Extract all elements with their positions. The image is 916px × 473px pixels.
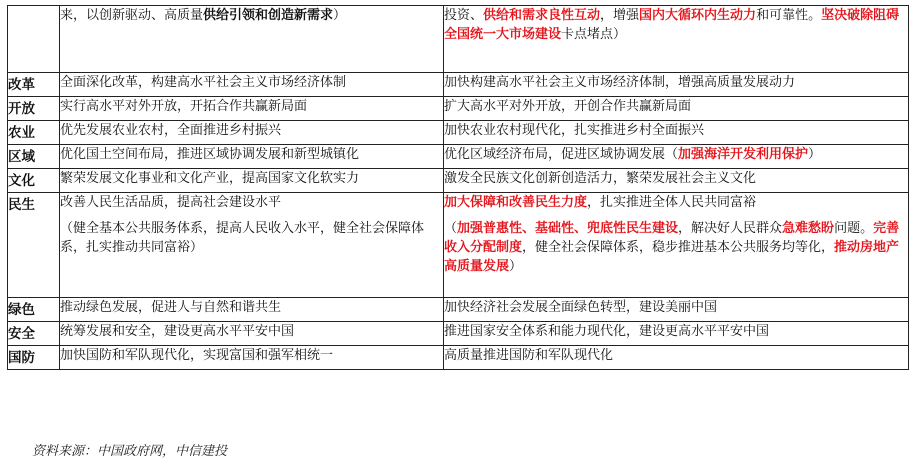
highlighted-text: 完善收入分配制度 (444, 221, 900, 255)
table-row (8, 145, 909, 169)
paragraph (444, 97, 908, 116)
category-cell: 绿色 (8, 298, 60, 322)
new-plan-cell (444, 298, 909, 322)
text-segment: 繁荣发展文化事业和文化产业，提高国家文化软实力 (60, 171, 360, 186)
paragraph (60, 97, 443, 116)
table-row (8, 322, 909, 346)
old-plan-cell (60, 97, 444, 121)
highlighted-text: 国内大循环内生动力 (639, 8, 757, 23)
highlighted-text: 坚决破除阻碍全国统一大市场建设 (444, 8, 900, 42)
text-segment: ，增强 (600, 8, 640, 23)
table-row (8, 298, 909, 322)
paragraph (60, 121, 443, 140)
highlighted-text: 加大保障和改善民生力度 (444, 195, 588, 210)
old-plan-cell (60, 322, 444, 346)
highlighted-text: 急难愁盼 (782, 221, 835, 236)
category-cell: 开放 (8, 97, 60, 121)
table-row (8, 346, 909, 370)
category-cell: 改革 (8, 73, 60, 97)
text-segment: 投资、 (444, 8, 484, 23)
paragraph (60, 73, 443, 92)
text-segment: （ (444, 221, 458, 236)
paragraph (444, 193, 908, 212)
text-segment: 加快经济社会发展全面绿色转型，建设美丽中国 (444, 300, 718, 315)
paragraph (60, 193, 443, 212)
text-segment: ） (509, 259, 523, 274)
text-segment: 加快国防和军队现代化，实现富国和强军相统一 (60, 348, 334, 363)
new-plan-cell (444, 169, 909, 193)
paragraph (444, 219, 908, 276)
table-row (8, 121, 909, 145)
paragraph (444, 346, 908, 365)
new-plan-cell (444, 145, 909, 169)
category-cell: 民生 (8, 193, 60, 298)
paragraph (60, 6, 443, 25)
text-segment: 加快构建高水平社会主义市场经济体制，增强高质量发展动力 (444, 75, 796, 90)
paragraph (60, 298, 443, 317)
table-row (8, 169, 909, 193)
paragraph (60, 322, 443, 341)
text-segment: 加快农业农村现代化，扎实推进乡村全面振兴 (444, 123, 705, 138)
category-cell: 区域 (8, 145, 60, 169)
old-plan-cell (60, 169, 444, 193)
paragraph (444, 121, 908, 140)
new-plan-cell (444, 73, 909, 97)
paragraph (444, 73, 908, 92)
text-segment: 和可靠性。 (756, 8, 822, 23)
paragraph (444, 145, 908, 164)
paragraph (60, 346, 443, 365)
table-row (8, 193, 909, 298)
new-plan-cell (444, 121, 909, 145)
table-body (8, 6, 909, 370)
paragraph (60, 219, 443, 257)
paragraph (444, 298, 908, 317)
category-cell (8, 6, 60, 73)
new-plan-cell (444, 346, 909, 370)
table-row (8, 6, 909, 73)
text-segment: （健全基本公共服务体系，提高人民收入水平，健全社会保障体系，扎实推动共同富裕） (60, 221, 425, 255)
category-cell: 安全 (8, 322, 60, 346)
paragraph (444, 322, 908, 341)
text-segment: 卡点堵点） (561, 27, 627, 42)
comparison-table (7, 5, 909, 370)
text-segment: ） (333, 8, 347, 23)
text-segment: 实行高水平对外开放，开拓合作共赢新局面 (60, 99, 308, 114)
text-segment: 优化国土空间布局，推进区域协调发展和新型城镇化 (60, 147, 360, 162)
old-plan-cell (60, 346, 444, 370)
old-plan-cell (60, 193, 444, 298)
highlighted-text: 推动房地产高质量发展 (444, 240, 900, 274)
new-plan-cell (444, 6, 909, 73)
highlighted-text: 供给和需求良性互动 (483, 8, 601, 23)
old-plan-cell (60, 145, 444, 169)
text-segment: 优先发展农业农村，全面推进乡村振兴 (60, 123, 282, 138)
old-plan-cell (60, 73, 444, 97)
category-cell: 文化 (8, 169, 60, 193)
paragraph (444, 169, 908, 188)
bold-text: 供给引领和创造新需求 (203, 8, 334, 23)
text-segment: 统筹发展和安全，建设更高水平平安中国 (60, 324, 295, 339)
text-segment: 高质量推进国防和军队现代化 (444, 348, 614, 363)
paragraph (444, 6, 908, 44)
new-plan-cell (444, 193, 909, 298)
old-plan-cell (60, 121, 444, 145)
paragraph (60, 145, 443, 164)
text-segment: ，健全社会保障体系，稳步推进基本公共服务均等化， (522, 240, 835, 255)
new-plan-cell (444, 97, 909, 121)
text-segment: 改善人民生活品质，提高社会建设水平 (60, 195, 282, 210)
text-segment: ） (808, 147, 822, 162)
source-note: 资料来源：中国政府网，中信建投 (32, 444, 228, 459)
paragraph (60, 169, 443, 188)
text-segment: 全面深化改革，构建高水平社会主义市场经济体制 (60, 75, 347, 90)
text-segment: ，解决好人民群众 (678, 221, 783, 236)
text-segment: 激发全民族文化创新创造活力，繁荣发展社会主义文化 (444, 171, 757, 186)
old-plan-cell (60, 298, 444, 322)
category-cell: 农业 (8, 121, 60, 145)
text-segment: 来，以创新驱动、高质量 (60, 8, 204, 23)
highlighted-text: 加强普惠性、基础性、兜底性民生建设 (457, 221, 679, 236)
text-segment: ，扎实推进全体人民共同富裕 (587, 195, 757, 210)
text-segment: 推进国家安全体系和能力现代化，建设更高水平平安中国 (444, 324, 770, 339)
table-row (8, 97, 909, 121)
highlighted-text: 加强海洋开发利用保护 (678, 147, 809, 162)
category-cell: 国防 (8, 346, 60, 370)
old-plan-cell (60, 6, 444, 73)
text-segment: 优化区域经济布局，促进区域协调发展（ (444, 147, 679, 162)
table-row (8, 73, 909, 97)
text-segment: 推动绿色发展，促进人与自然和谐共生 (60, 300, 282, 315)
text-segment: 问题。 (834, 221, 874, 236)
new-plan-cell (444, 322, 909, 346)
text-segment: 扩大高水平对外开放，开创合作共赢新局面 (444, 99, 692, 114)
